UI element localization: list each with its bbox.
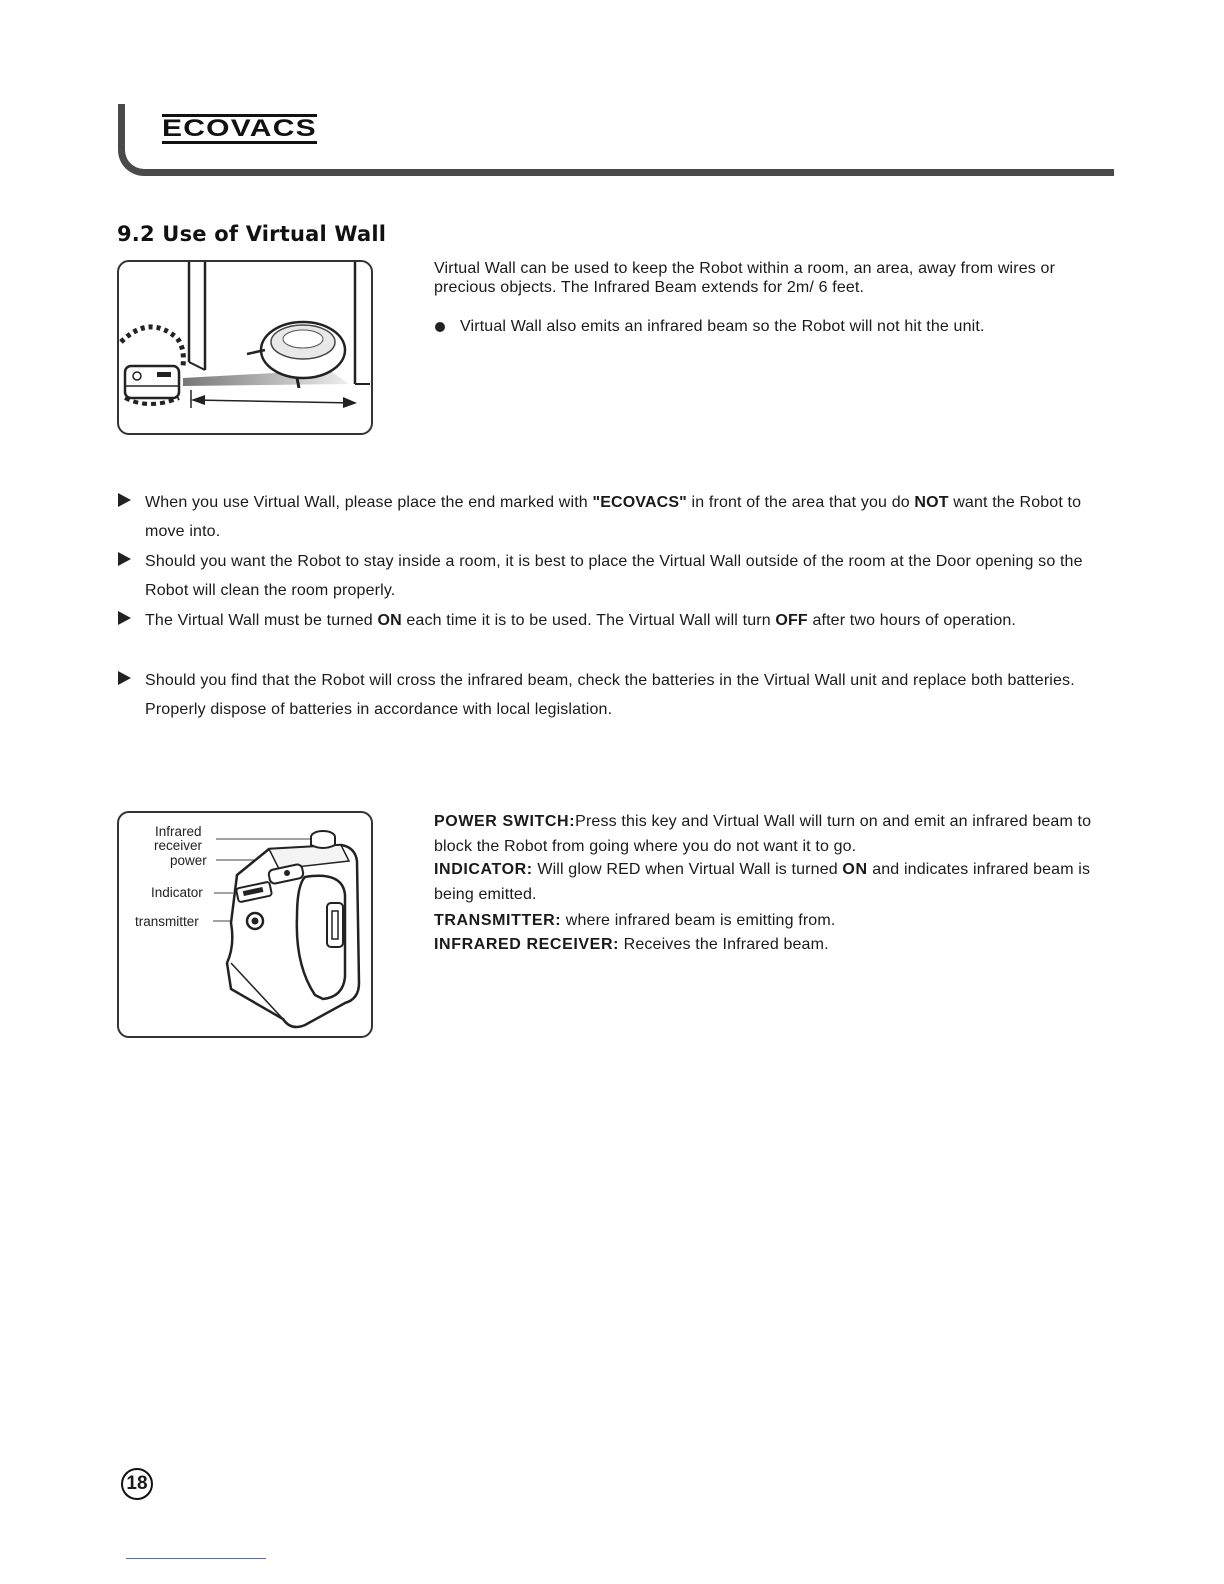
triangle-bullet-icon xyxy=(118,671,131,685)
label-indicator: Indicator xyxy=(151,885,203,900)
spec-transmitter: TRANSMITTER: where infrared beam is emitting from. xyxy=(434,912,836,929)
section-title: 9.2 Use of Virtual Wall xyxy=(117,222,387,246)
intro-paragraph: Virtual Wall can be used to keep the Robot within a room, an area, away from wires or precious objects. The Infrared Beam extends for 2m/ 6 feet. xyxy=(434,260,1056,296)
triangle-bullet-icon xyxy=(118,611,131,625)
spec-infrared-receiver: INFRARED RECEIVER: Receives the Infrared beam. xyxy=(434,936,829,953)
brand-logo: ECOVACS xyxy=(162,115,317,142)
label-infrared: Infrared xyxy=(155,824,202,839)
instruction-text: When you use Virtual Wall, please place the end marked with "ECOVACS" in front of the area that you do NOT want the Robot to move into. xyxy=(145,494,1082,540)
instruction-text: Should you find that the Robot will cross the infrared beam, check the batteries in the Virtual Wall unit and replace both batteries. Properly dispose of batteries in accordance with local legislation. xyxy=(145,672,1075,718)
triangle-bullet-icon xyxy=(118,493,131,507)
spec-power-switch: POWER SWITCH:Press this key and Virtual Wall will turn on and emit an infrared beam to block the Robot from going where you do not want it to go. xyxy=(434,813,1092,855)
page-number: 18 xyxy=(121,1468,153,1500)
footer-line xyxy=(126,1558,266,1559)
label-power: power xyxy=(170,853,207,868)
instruction-text: Should you want the Robot to stay inside a room, it is best to place the Virtual Wall outside of the room at the Door opening so the Robot will clean the room properly. xyxy=(145,553,1083,599)
virtual-wall-unit xyxy=(125,366,179,398)
intro-bullet: Virtual Wall also emits an infrared beam so the Robot will not hit the unit. xyxy=(460,318,985,335)
bullet-dot-icon xyxy=(435,322,445,332)
label-transmitter: transmitter xyxy=(135,914,199,929)
coverage-arc xyxy=(121,327,183,366)
distance-arrow xyxy=(193,400,355,403)
parts-diagram-svg xyxy=(119,813,370,1035)
spec-indicator: INDICATOR: Will glow RED when Virtual Wall is turned ON and indicates infrared beam is being emitted. xyxy=(434,861,1091,903)
virtual-wall-parts-illustration xyxy=(117,811,373,1038)
triangle-bullet-icon xyxy=(118,552,131,566)
virtual-wall-beam-illustration xyxy=(117,260,373,435)
instruction-text: The Virtual Wall must be turned ON each time it is to be used. The Virtual Wall will turn OFF after two hours of operation. xyxy=(145,612,1017,629)
beam-diagram-svg xyxy=(119,262,370,432)
label-receiver: receiver xyxy=(154,838,203,853)
